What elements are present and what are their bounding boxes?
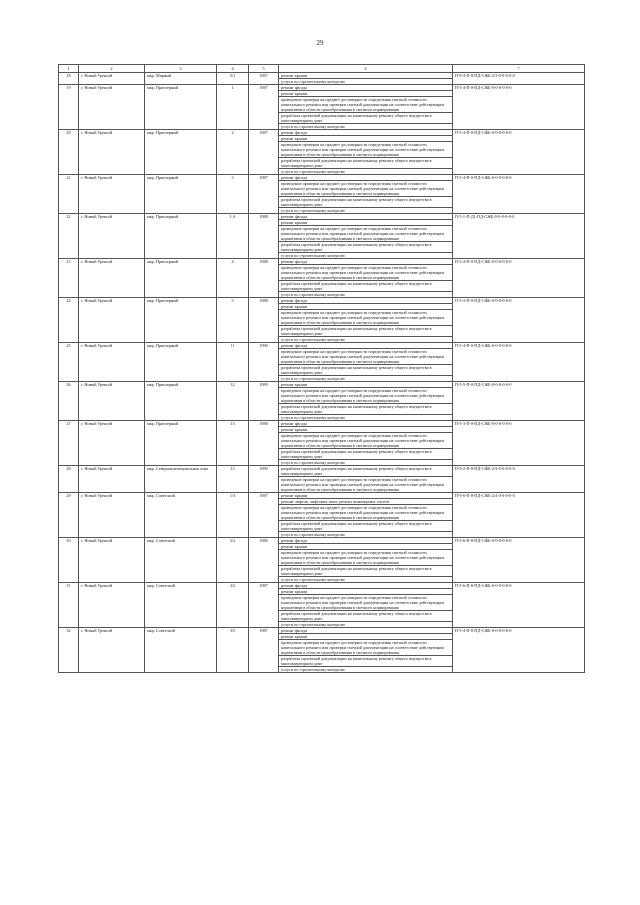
house-number-cell: 3: [217, 175, 249, 214]
house-code-cell: П-5-6-П-8-ПД-СЖБ-0-0-0-0-0-0: [453, 538, 585, 583]
house-code-cell: П-5-3-П-0-ПД-СЖБ-0-0-0-0-0-0: [453, 298, 585, 343]
city-cell: г. Новый Уренгой: [79, 259, 145, 298]
house-code-cell: П-5-1-П-Д1-ПД-СЖБ-0-0-0-0-0-0: [453, 214, 585, 259]
street-cell: мкр. Приозерный: [145, 214, 217, 259]
row-number-cell: 20: [59, 130, 79, 175]
work-type-cell: разработка проектной документации на капитальному ремонту общего имущества в многоквартирном доме: [279, 611, 453, 622]
row-number-cell: 22: [59, 214, 79, 259]
house-number-cell: 4: [217, 259, 249, 298]
house-code-cell: П-9-6-П-8-ПД-СЖБ-2/4-0-0-0-0-0: [453, 493, 585, 538]
row-number-cell: 18: [59, 73, 79, 85]
year-cell: 1988: [249, 421, 279, 466]
work-type-cell: ремонт фасада: [279, 85, 453, 91]
row-number-cell: 32: [59, 628, 79, 673]
work-type-cell: услуги по строительному контролю: [279, 460, 453, 466]
street-cell: мкр. Советский: [145, 538, 217, 583]
work-type-cell: ремонт фасада: [279, 298, 453, 304]
work-type-cell: ремонт крыши: [279, 634, 453, 640]
street-cell: мкр. Приозерный: [145, 298, 217, 343]
work-type-cell: ремонт крыши: [279, 382, 453, 388]
work-type-cell: ремонт крыши: [279, 427, 453, 433]
city-cell: г. Новый Уренгой: [79, 130, 145, 175]
house-number-cell: 3 А: [217, 214, 249, 259]
work-type-cell: ремонт крыши: [279, 589, 453, 595]
year-cell: 1988: [249, 259, 279, 298]
work-type-cell: разработка проектной документации на капитальному ремонту общего имущества в многоквартирном доме: [279, 113, 453, 124]
street-cell: мкр. Советский: [145, 583, 217, 628]
street-cell: мкр. Приозерный: [145, 85, 217, 130]
column-header: 1: [59, 65, 79, 73]
work-type-cell: разработка проектной документации на капитальному ремонту общего имущества в многоквартирном доме: [279, 521, 453, 532]
house-code-cell: П-5-5-П-0-ПД-СЖБ-0-0-0-0-0-0: [453, 382, 585, 421]
house-code-cell: П-9-2-П-8-ПД-СЖБ-2/3-0-0-0-0-0: [453, 466, 585, 493]
work-type-cell: проведение проверки на предмет достоверности определения сметной стоимости капитального ремонта или проверки сметной документации на соответствие действующим нормативам в области ценообразования в сметного нормирования: [279, 349, 453, 365]
city-cell: г. Новый Уренгой: [79, 583, 145, 628]
row-number-cell: 21: [59, 175, 79, 214]
work-type-cell: ремонт фасада: [279, 259, 453, 265]
work-type-cell: ремонт фасада: [279, 628, 453, 634]
work-type-cell: проведение проверки на предмет достоверности определения сметной стоимости капитального ремонта или проверки сметной документации на соответствие действующим нормативам в области ценообразования в сметного нормирования: [279, 142, 453, 158]
work-type-cell: услуги по строительному контролю: [279, 337, 453, 343]
street-cell: мкр. Приозерный: [145, 382, 217, 421]
work-type-cell: разработка проектной документации на капитальному ремонту общего имущества в многоквартирном доме: [279, 566, 453, 577]
column-header: 6: [279, 65, 453, 73]
work-type-cell: проведение проверки на предмет достоверности определения сметной стоимости капитального ремонта или проверки сметной документации на соответствие действующим нормативам в области ценообразования в сметного нормирования: [279, 181, 453, 197]
work-type-cell: ремонт крыши: [279, 91, 453, 97]
city-cell: г. Новый Уренгой: [79, 175, 145, 214]
work-type-cell: ремонт крыши: [279, 544, 453, 550]
row-number-cell: 19: [59, 85, 79, 130]
year-cell: 1987: [249, 130, 279, 175]
street-cell: мкр. Приозерный: [145, 421, 217, 466]
year-cell: 1987: [249, 493, 279, 538]
house-code-cell: П-5-4-П-0-ПД-СЖБ-0-0-0-0-0-0: [453, 130, 585, 175]
column-header: 7: [453, 65, 585, 73]
house-code-cell: П-5-3-П-0-ПД-СЖБ-0-0-0-0-0-0: [453, 421, 585, 466]
work-type-cell: проведение проверки на предмет достоверности определения сметной стоимости капитального ремонта или проверки сметной документации на соответствие действующим нормативам в области ценообразования в сметного нормирования: [279, 433, 453, 449]
work-type-cell: услуги по строительному контролю: [279, 292, 453, 298]
city-cell: г. Новый Уренгой: [79, 85, 145, 130]
house-number-cell: 2/2: [217, 538, 249, 583]
work-type-cell: ремонт фасада: [279, 421, 453, 427]
street-cell: мкр. Северная коммунальная зона: [145, 466, 217, 493]
house-number-cell: 3/5: [217, 628, 249, 673]
city-cell: г. Новый Уренгой: [79, 493, 145, 538]
house-code-cell: П-5-4-П-8-ПД-СЖБ-0-0-0-0-0-0: [453, 628, 585, 673]
row-number-cell: 29: [59, 493, 79, 538]
work-type-cell: услуги по строительному контролю: [279, 79, 453, 85]
city-cell: г. Новый Уренгой: [79, 382, 145, 421]
street-cell: мкр. Приозерный: [145, 130, 217, 175]
street-cell: мкр. Приозерный: [145, 259, 217, 298]
year-cell: 1987: [249, 175, 279, 214]
city-cell: г. Новый Уренгой: [79, 466, 145, 493]
year-cell: 1990: [249, 466, 279, 493]
work-type-cell: услуги по строительному контролю: [279, 532, 453, 538]
repair-register-table: [58, 64, 585, 673]
street-cell: мкр. Приозерный: [145, 343, 217, 382]
row-number-cell: 25: [59, 343, 79, 382]
work-type-cell: проведение проверки на предмет достоверности определения сметной стоимости капитального ремонта или проверки сметной документации на соответствие действующим нормативам в области ценообразования в сметного нормирования: [279, 550, 453, 566]
work-type-cell: разработка проектной документации на капитальному ремонту общего имущества в многоквартирном доме: [279, 242, 453, 253]
work-type-cell: разработка проектной документации на капитальному ремонту общего имущества в многоквартирном доме: [279, 404, 453, 415]
column-header: 2: [79, 65, 145, 73]
house-code-cell: П-9-4-П-8-ПД-СЖБ-2/3-0-0-0-0-0: [453, 73, 585, 85]
work-type-cell: ремонт крыши: [279, 304, 453, 310]
year-cell: 1987: [249, 583, 279, 628]
house-number-cell: 13: [217, 421, 249, 466]
work-type-cell: проведение проверки на предмет достоверности определения сметной стоимости капитального ремонта или проверки сметной документации на соответствие действующим нормативам в области ценообразования в сметного нормирования: [279, 265, 453, 281]
work-type-cell: проведение проверки на предмет достоверности определения сметной стоимости капитального ремонта или проверки сметной документации на соответствие действующим нормативам в области ценообразования в сметного нормирования: [279, 505, 453, 521]
city-cell: г. Новый Уренгой: [79, 628, 145, 673]
work-type-cell: ремонт крыши: [279, 136, 453, 142]
city-cell: г. Новый Уренгой: [79, 421, 145, 466]
year-cell: 1987: [249, 85, 279, 130]
column-header: 4: [217, 65, 249, 73]
work-type-cell: проведение проверки на предмет достоверности определения сметной стоимости капитального ремонта или проверки сметной документации на соответствие действующим нормативам в области ценообразования в сметного нормирования: [279, 388, 453, 404]
year-cell: 1986: [249, 538, 279, 583]
work-type-cell: услуги по строительному контролю: [279, 622, 453, 628]
city-cell: г. Новый Уренгой: [79, 538, 145, 583]
work-type-cell: разработка проектной документации на капитальному ремонту общего имущества в многоквартирном доме: [279, 158, 453, 169]
work-type-cell: проведение проверки на предмет достоверности определения сметной стоимости капитального ремонта или проверки сметной документации на соответствие действующим нормативам в области ценообразования в сметного нормирования: [279, 640, 453, 656]
house-number-cell: 3/2: [217, 583, 249, 628]
work-type-cell: ремонт крыши: [279, 220, 453, 226]
house-number-cell: 1/3: [217, 493, 249, 538]
work-type-cell: ремонт фасада: [279, 538, 453, 544]
street-cell: мкр. Мирный: [145, 73, 217, 85]
work-type-cell: разработка проектной документации на капитальному ремонту общего имущества в многоквартирном доме: [279, 326, 453, 337]
year-cell: 1987: [249, 73, 279, 85]
work-type-cell: ремонт фасада: [279, 583, 453, 589]
page-number: 29: [316, 39, 324, 47]
street-cell: мкр. Приозерный: [145, 175, 217, 214]
year-cell: 1988: [249, 214, 279, 259]
work-type-cell: проведение проверки на предмет достоверности определения сметной стоимости капитального ремонта или проверки сметной документации на соответствие действующим нормативам в области ценообразования в сметного нормирования: [279, 97, 453, 113]
work-type-cell: услуги по строительному контролю: [279, 124, 453, 130]
work-type-cell: ремонт крыши: [279, 493, 453, 499]
work-type-cell: услуги по строительному контролю: [279, 208, 453, 214]
row-number-cell: 24: [59, 298, 79, 343]
work-type-cell: ремонт фасада: [279, 343, 453, 349]
work-type-cell: разработка проектной документации на капитальному ремонту общего имущества в многоквартирном доме: [279, 281, 453, 292]
work-type-cell: услуги по строительному контролю: [279, 577, 453, 583]
table-body: [59, 73, 585, 673]
work-type-cell: услуги по строительному контролю: [279, 667, 453, 673]
work-type-cell: ремонт лифтов, лифтовых шахт, ремонт инженерных систем: [279, 499, 453, 505]
column-number-row: [59, 65, 585, 73]
house-number-cell: 11: [217, 343, 249, 382]
house-code-cell: П-5-4-П-0-ПД-СЖБ-0-0-0-0-0-0: [453, 343, 585, 382]
work-type-cell: ремонт крыши: [279, 73, 453, 79]
year-cell: 1990: [249, 343, 279, 382]
house-number-cell: 2: [217, 130, 249, 175]
city-cell: г. Новый Уренгой: [79, 343, 145, 382]
year-cell: 1987: [249, 628, 279, 673]
work-type-cell: проведение проверки на предмет достоверности определения сметной стоимости капитального ремонта или проверки сметной документации на соответствие действующим нормативам в области ценообразования в сметного нормирования: [279, 477, 453, 493]
work-type-cell: услуги по строительному контролю: [279, 169, 453, 175]
work-type-cell: услуги по строительному контролю: [279, 376, 453, 382]
work-type-cell: проведение проверки на предмет достоверности определения сметной стоимости капитального ремонта или проверки сметной документации на соответствие действующим нормативам в области ценообразования в сметного нормирования: [279, 226, 453, 242]
house-code-cell: П-5-6-П-8-ПД-СЖБ-0-0-0-0-0-0: [453, 583, 585, 628]
house-number-cell: 5: [217, 298, 249, 343]
row-number-cell: 31: [59, 583, 79, 628]
work-type-cell: ремонт фасада: [279, 214, 453, 220]
house-number-cell: 5/1: [217, 73, 249, 85]
house-code-cell: П-5-4-П-0-ПД-СЖБ-0-0-0-0-0-0: [453, 259, 585, 298]
work-type-cell: ремонт фасада: [279, 130, 453, 136]
row-number-cell: 28: [59, 466, 79, 493]
work-type-cell: разработка проектной документации на капитальному ремонту общего имущества в многоквартирном доме: [279, 197, 453, 208]
row-number-cell: 27: [59, 421, 79, 466]
year-cell: 1989: [249, 382, 279, 421]
work-type-cell: услуги по строительному контролю: [279, 415, 453, 421]
row-number-cell: 23: [59, 259, 79, 298]
street-cell: мкр. Советский: [145, 493, 217, 538]
table-row: [59, 466, 585, 477]
work-type-cell: услуги по строительному контролю: [279, 253, 453, 259]
house-number-cell: 1: [217, 85, 249, 130]
column-header: 5: [249, 65, 279, 73]
house-number-cell: 12: [217, 382, 249, 421]
work-type-cell: разработка проектной документации на капитальному ремонту общего имущества в многоквартирном доме: [279, 656, 453, 667]
city-cell: г. Новый Уренгой: [79, 214, 145, 259]
work-type-cell: проведение проверки на предмет достоверности определения сметной стоимости капитального ремонта или проверки сметной документации на соответствие действующим нормативам в области ценообразования в сметного нормирования: [279, 310, 453, 326]
city-cell: г. Новый Уренгой: [79, 298, 145, 343]
house-code-cell: П-5-4-П-0-ПД-СЖБ-0-0-0-0-0-0: [453, 175, 585, 214]
row-number-cell: 26: [59, 382, 79, 421]
row-number-cell: 30: [59, 538, 79, 583]
house-code-cell: П-5-4-П-0-ПД-СЖБ-0-0-0-0-0-0: [453, 85, 585, 130]
work-type-cell: ремонт фасада: [279, 175, 453, 181]
year-cell: 1988: [249, 298, 279, 343]
street-cell: мкр. Советский: [145, 628, 217, 673]
work-type-cell: проведение проверки на предмет достоверности определения сметной стоимости капитального ремонта или проверки сметной документации на соответствие действующим нормативам в области ценообразования в сметного нормирования: [279, 595, 453, 611]
house-number-cell: 13: [217, 466, 249, 493]
work-type-cell: разработка проектной документации на капитальному ремонту общего имущества в многоквартирном доме: [279, 449, 453, 460]
work-type-cell: разработка проектной документации на капитальному ремонту общего имущества в многоквартирном доме: [279, 466, 453, 477]
city-cell: г. Новый Уренгой: [79, 73, 145, 85]
column-header: 3: [145, 65, 217, 73]
work-type-cell: разработка проектной документации на капитальному ремонту общего имущества в многоквартирном доме: [279, 365, 453, 376]
